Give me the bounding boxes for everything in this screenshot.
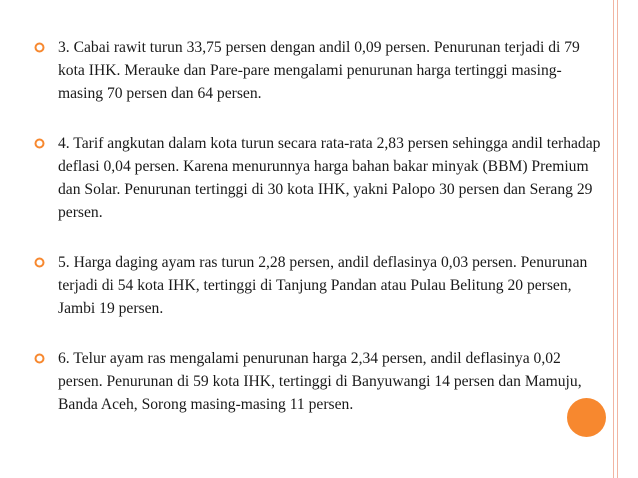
bullet-item-telur-ayam (34, 347, 604, 416)
bullet-text: 5. Harga daging ayam ras turun 2,28 persen, andil deflasinya 0,03 persen. Penurunan terjadi di 54 kota IHK, tertinggi di Tanjung Pandan atau Pulau Belitung 20 persen, Jambi 19 persen. (58, 254, 588, 317)
ring-bullet-icon (34, 42, 45, 53)
right-border-line-inner (617, 0, 618, 478)
right-border-line (613, 0, 614, 478)
bullet-list (34, 36, 604, 416)
ring-bullet-icon (34, 138, 45, 149)
accent-circle (567, 398, 606, 437)
ring-bullet-icon (34, 353, 45, 364)
ring-bullet-icon (34, 257, 45, 268)
bullet-text: 3. Cabai rawit turun 33,75 persen dengan andil 0,09 persen. Penurunan terjadi di 79 kota IHK. Merauke dan Pare-pare mengalami penurunan harga tertinggi masing-masing 70 persen dan 64 persen. (58, 39, 580, 102)
bullet-item-tarif-angkutan (34, 132, 604, 224)
bullet-text: 4. Tarif angkutan dalam kota turun secara rata-rata 2,83 persen sehingga andil terhadap deflasi 0,04 persen. Karena menurunnya harga bahan bakar minyak (BBM) Premium dan Solar. Penurunan tertinggi di 30 kota IHK, yakni Palopo 30 persen dan Serang 29 persen. (58, 135, 601, 221)
bullet-text: 6. Telur ayam ras mengalami penurunan harga 2,34 persen, andil deflasinya 0,02 persen. Penurunan di 59 kota IHK, tertinggi di Banyuwangi 14 persen dan Mamuju, Banda Aceh, Sorong masing-masing 11 persen. (58, 350, 582, 413)
bullet-item-daging-ayam (34, 251, 604, 320)
bullet-item-cabai-rawit (34, 36, 604, 105)
